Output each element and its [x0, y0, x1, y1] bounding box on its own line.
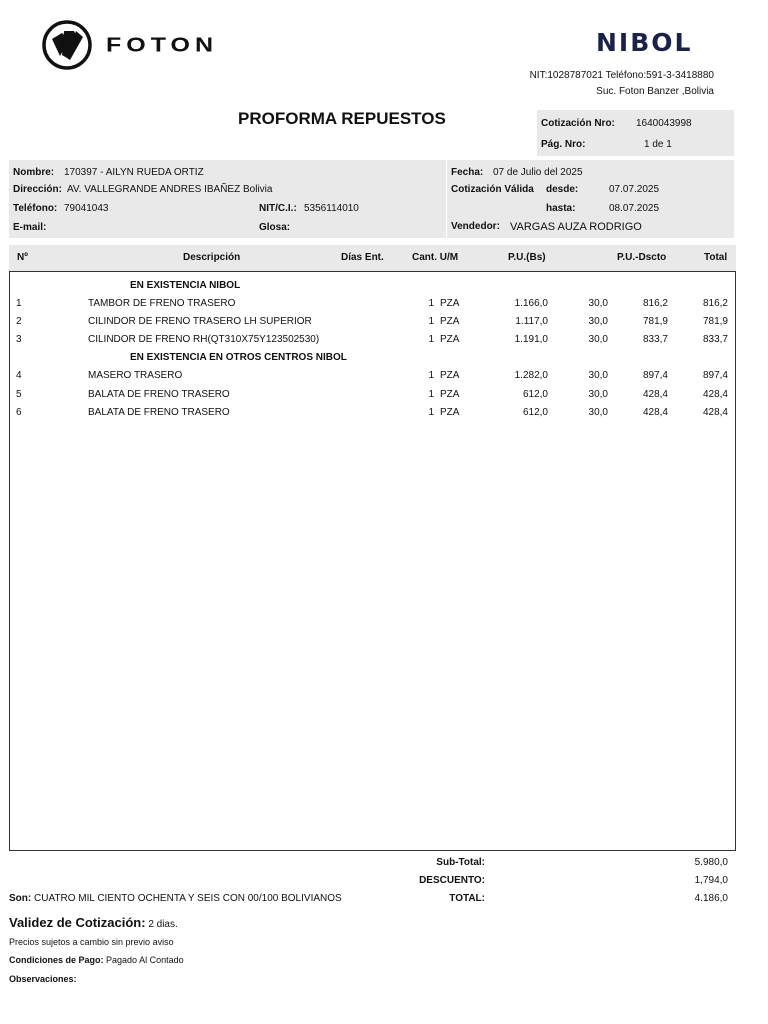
payment-label: Condiciones de Pago: [9, 955, 104, 965]
client-info-box [9, 160, 446, 238]
col-delivery-days: Días Ent. [341, 252, 384, 263]
items-table-body [9, 271, 736, 851]
row-unit-price-discount: 428,4 [642, 389, 668, 400]
subtotal-label: Sub-Total: [436, 857, 485, 868]
row-qty: 1 [428, 370, 434, 381]
row-qty: 1 [428, 316, 434, 327]
seller-name: VARGAS AUZA RODRIGO [510, 221, 642, 233]
valid-to: 08.07.2025 [609, 203, 660, 214]
row-um: PZA [440, 316, 460, 327]
row-total: 897,4 [702, 370, 728, 381]
table-row [0, 334, 768, 348]
table-row [0, 389, 768, 403]
table-row [0, 370, 768, 384]
row-unit-price-discount: 833,7 [642, 334, 668, 345]
client-address: AV. VALLEGRANDE ANDRES IBAÑEZ Bolivia [67, 184, 273, 195]
row-total: 781,9 [702, 316, 728, 327]
row-qty: 1 [428, 407, 434, 418]
client-address-label: Dirección: [13, 184, 62, 195]
row-unit-price: 1.191,0 [514, 334, 548, 345]
client-phone: 79041043 [64, 203, 109, 214]
client-name: 170397 - AILYN RUEDA ORTIZ [64, 167, 204, 178]
row-unit-price: 612,0 [522, 389, 548, 400]
client-nit: 5356114010 [304, 203, 359, 214]
valid-label: Cotización Válida [451, 184, 534, 195]
client-nit-label: NIT/C.I.: [259, 203, 297, 214]
row-description: BALATA DE FRENO TRASERO [88, 407, 230, 418]
client-gloss-label: Glosa: [259, 222, 291, 233]
row-description: CILINDOR DE FRENO TRASERO LH SUPERIOR [88, 316, 312, 327]
amount-in-words [9, 893, 342, 904]
validity-value: 2 dias. [148, 919, 178, 930]
discount-value: 1,794,0 [694, 875, 728, 886]
page-number-label: Pág. Nro: [541, 139, 586, 150]
row-discount: 30,0 [588, 389, 608, 400]
row-no: 1 [16, 298, 22, 309]
valid-from: 07.07.2025 [609, 184, 660, 195]
row-no: 5 [16, 389, 22, 400]
row-total: 428,4 [702, 389, 728, 400]
quote-number: 1640043998 [636, 118, 692, 129]
row-description: TAMBOR DE FRENO TRASERO [88, 298, 236, 309]
foton-logo [40, 20, 230, 70]
row-unit-price-discount: 897,4 [642, 370, 668, 381]
client-email-label: E-mail: [13, 222, 47, 233]
subtotal-value: 5.980,0 [694, 857, 728, 868]
items-table-header [9, 245, 736, 271]
col-qty-um: Cant. U/M [412, 252, 459, 263]
row-description: MASERO TRASERO [88, 370, 183, 381]
prices-note: Precios sujetos a cambio sin previo aviso [9, 937, 174, 947]
row-no: 4 [16, 370, 22, 381]
row-unit-price-discount: 816,2 [642, 298, 668, 309]
page-number: 1 de 1 [644, 139, 672, 150]
col-description: Descripción [183, 252, 241, 263]
quote-number-label: Cotización Nro: [541, 118, 615, 129]
row-qty: 1 [428, 298, 434, 309]
row-no: 2 [16, 316, 22, 327]
quote-dates-box [447, 160, 734, 238]
discount-label: DESCUENTO: [419, 875, 485, 886]
row-um: PZA [440, 407, 460, 418]
table-row [0, 316, 768, 330]
nibol-logo: NIBOL [596, 28, 693, 57]
document-title: PROFORMA REPUESTOS [238, 109, 446, 128]
client-phone-label: Teléfono: [13, 203, 58, 214]
row-no: 6 [16, 407, 22, 418]
row-um: PZA [440, 298, 460, 309]
row-um: PZA [440, 389, 460, 400]
col-unit-price: P.U.(Bs) [508, 252, 546, 263]
foton-wordmark: FOTON [106, 33, 219, 57]
row-unit-price-discount: 428,4 [642, 407, 668, 418]
row-total: 816,2 [702, 298, 728, 309]
total-value: 4.186,0 [694, 893, 728, 904]
row-discount: 30,0 [588, 407, 608, 418]
quote-date: 07 de Julio del 2025 [493, 167, 583, 178]
row-description: BALATA DE FRENO TRASERO [88, 389, 230, 400]
section-heading: EN EXISTENCIA NIBOL [130, 280, 241, 291]
table-row [0, 298, 768, 312]
payment-terms: Pagado Al Contado [106, 955, 184, 965]
valid-from-label: desde: [546, 184, 579, 195]
validity-label: Validez de Cotización: [9, 915, 146, 930]
row-unit-price: 1.282,0 [514, 370, 548, 381]
row-discount: 30,0 [588, 370, 608, 381]
row-discount: 30,0 [588, 316, 608, 327]
quote-info-box [537, 110, 734, 156]
row-description: CILINDOR DE FRENO RH(QT310X75Y123502530) [88, 334, 320, 345]
row-unit-price: 612,0 [522, 407, 548, 418]
row-unit-price: 1.117,0 [515, 316, 548, 327]
row-unit-price: 1.166,0 [514, 298, 548, 309]
observations-label: Observaciones: [9, 974, 77, 984]
row-um: PZA [440, 370, 460, 381]
seller-label: Vendedor: [451, 221, 500, 232]
total-label: TOTAL: [449, 893, 485, 904]
company-branch: Suc. Foton Banzer ,Bolivia [596, 86, 714, 97]
validity-line [9, 915, 178, 930]
payment-line [9, 955, 184, 965]
amount-words: CUATRO MIL CIENTO OCHENTA Y SEIS CON 00/100 BOLIVIANOS [34, 893, 342, 904]
row-discount: 30,0 [588, 334, 608, 345]
amount-words-label: Son: [9, 893, 32, 904]
row-discount: 30,0 [588, 298, 608, 309]
client-name-label: Nombre: [13, 167, 55, 178]
table-row [0, 407, 768, 421]
row-um: PZA [440, 334, 460, 345]
row-qty: 1 [428, 389, 434, 400]
col-no: Nº [17, 252, 28, 263]
row-total: 833,7 [702, 334, 728, 345]
row-total: 428,4 [702, 407, 728, 418]
valid-to-label: hasta: [546, 203, 576, 214]
section-heading: EN EXISTENCIA EN OTROS CENTROS NIBOL [130, 352, 347, 363]
company-nit-phone: NIT:1028787021 Teléfono:591-3-3418880 [529, 70, 714, 81]
col-unit-price-discount: P.U.-Dscto [617, 252, 667, 263]
row-no: 3 [16, 334, 22, 345]
row-unit-price-discount: 781,9 [642, 316, 668, 327]
col-total: Total [704, 252, 728, 263]
row-qty: 1 [428, 334, 434, 345]
date-label: Fecha: [451, 167, 484, 178]
